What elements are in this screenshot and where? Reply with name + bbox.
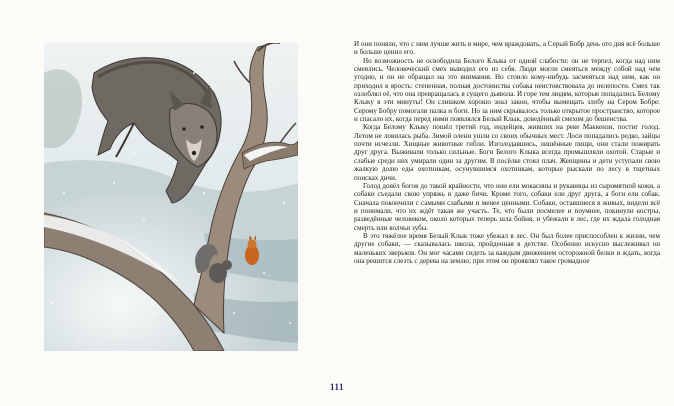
squirrel-head	[222, 260, 232, 270]
paragraph: В это тяжёлое время Белый Клык тоже убежал в лес. Он был более приспособлен к жизни, чем другие собаки, — сказывалась школа, пройденная в детстве. Особенно искусно выслеживал он маленьких зверьков. Он мог часами сидеть за каждым движением осторожной белки и ждать, когда она решится слезть с дерева на землю; при этом он проявлял такое громадное	[354, 231, 660, 265]
page-number: 111	[329, 382, 344, 392]
wolf-nose	[192, 151, 196, 155]
paragraph: И они поняли, что с ним лучше жить в мире, чем враждовать, а Серый Бобр день ото дня всё больше и больше ценил его.	[354, 40, 660, 57]
wolf-eye-left	[182, 127, 186, 131]
red-squirrel-head	[248, 240, 257, 249]
wolf-eye-right	[200, 125, 204, 129]
wolf-illustration	[44, 43, 298, 351]
paragraph: Когда Белому Клыку пошёл третий год, индейцев, живших на реке Маккензи, постиг голод. Летом не ловилась рыба. Зимой олени ушли со своих обычных мест. Лоси попадались редко, зайцы почти исчезли. Хищные животные гибли. Изголодавшись, лишённые пищи, они стали пожирать друг друга. Выживали только сильные. Боги Белого Клыка всегда промышляли охотой. Старые и слабые среди них умирали один за другим. В посёлке стоял плач. Женщины и дети уступали свою жалкую долю еды охотникам, осунувшимся охотникам, которые рыскали по лесу в тщетных поисках дичи.	[354, 123, 660, 182]
paragraph: Но возможность не освободила Белого Клыка от одной слабости: он не терпел, когда над ним смеялись. Человеческий смех выводил его из себя. Люди могли смеяться между собой над чем угодно, и он не обращал на это внимания. Но стоило кому-нибудь засмеяться над ним, как он приходил в ярость: степенная, полная достоинства собака неистовствовала до нелепости. Смех так озлоблял её, что она превращалась в сущего дьявола. И горе тем людям, которые попадались Белому Клыку в эти минуты! Он слишком хорошо знал закон, чтобы вымещать злобу на Сером Бобре: Серому Бобру помогали палка и боги. Но за ним скрывалось только открытое пространство, которое и спасало их, когда перед ними появлялся Белый Клык, доведённый смехом до бешенства.	[354, 56, 660, 124]
paragraph: Голод довёл богов до такой крайности, что они ели мокасины и рукавицы из сыромятной кожи, а собаки съедали свою упряжь и даже бичи. Кроме того, собаки ели друг друга, а боги ели собак. Сначала покончили с самыми слабыми и менее ценными. Собаки, оставшиеся в живых, видели всё и понимали, что их ждёт такая же участь. Те, что были посмелее и поумнее, покинули костры, разведённые человеком, около которых теперь шла бойня, и убежали в лес, где их ждала голодная смерть или волчьи зубы.	[354, 181, 660, 232]
body-text	[354, 40, 660, 378]
